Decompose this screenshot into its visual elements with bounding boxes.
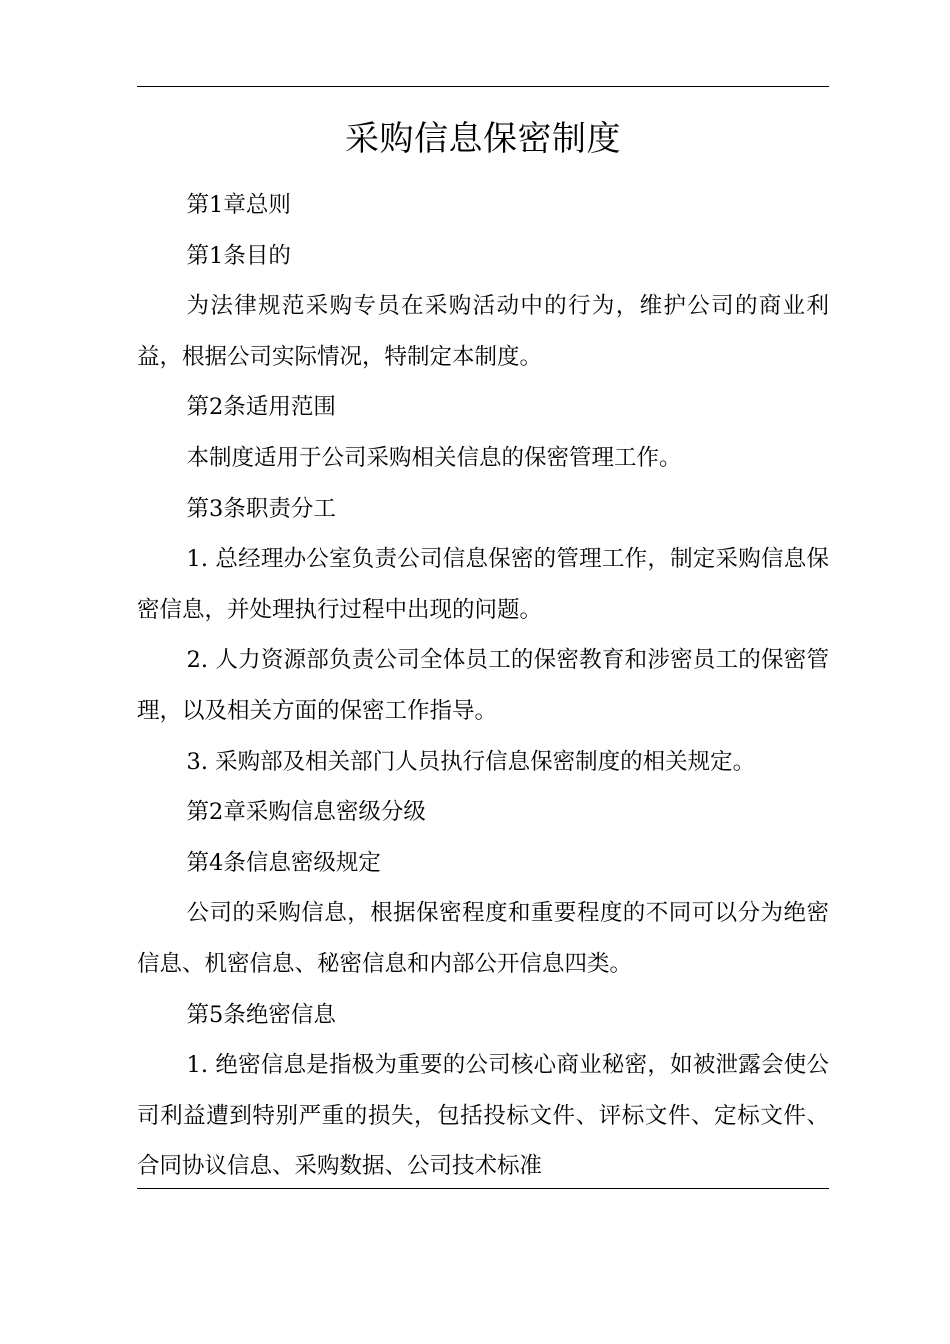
article-heading: 第1条目的 [186,242,291,269]
body-paragraph: 本制度适用于公司采购相关信息的保密管理工作。 [186,444,682,471]
list-item: 1. 绝密信息是指极为重要的公司核心商业秘密，如被泄露会使公司利益遭到特别严重的损失，包括投标文件、评标文件、定标文件、合同协议信息、采购数据、公司技术标准 [137,1052,829,1180]
document-body [137,180,829,1192]
chapter-heading: 第1章总则 [186,192,291,218]
list-item: 3. 采购部及相关部门人员执行信息保密制度的相关规定。 [186,748,756,775]
document-page [137,0,829,1344]
article-heading: 第5条绝密信息 [186,1001,336,1028]
article-heading: 第3条职责分工 [186,495,336,522]
document-title: 采购信息保密制度 [345,119,621,159]
body-paragraph: 公司的采购信息，根据保密程度和重要程度的不同可以分为绝密信息、机密信息、秘密信息和内部公开信息四类。 [137,900,829,977]
body-paragraph: 为法律规范采购专员在采购活动中的行为，维护公司的商业利益，根据公司实际情况，特制定本制度。 [137,293,829,370]
article-heading: 第4条信息密级规定 [186,849,381,876]
list-item: 1. 总经理办公室负责公司信息保密的管理工作，制定采购信息保密信息，并处理执行过程中出现的问题。 [137,546,829,623]
chapter-heading: 第2章采购信息密级分级 [186,799,426,826]
footer-rule [137,1188,829,1189]
list-item: 2. 人力资源部负责公司全体员工的保密教育和涉密员工的保密管理，以及相关方面的保密工作指导。 [137,647,829,724]
header-rule [137,86,829,87]
article-heading: 第2条适用范围 [186,394,336,421]
